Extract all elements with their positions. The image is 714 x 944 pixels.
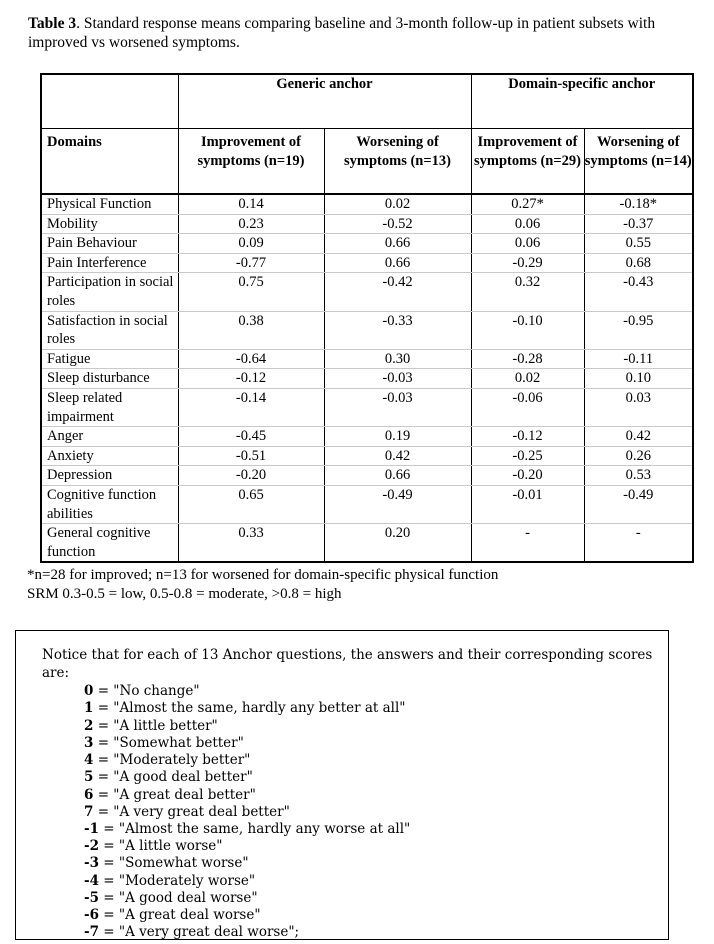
column-header-domain-improvement: Improvement of symptoms (n=29) <box>471 128 584 194</box>
anchor-notice-box <box>15 630 669 940</box>
value-cell: -0.77 <box>178 253 324 273</box>
anchor-score-value: 4 <box>84 752 94 769</box>
value-cell: 0.66 <box>324 234 471 254</box>
value-cell: 0.32 <box>471 273 584 311</box>
anchor-score-item: -1 = "Almost the same, hardly any worse at all" <box>84 820 411 837</box>
value-cell: 0.02 <box>471 369 584 389</box>
value-cell: 0.27* <box>471 194 584 214</box>
value-cell: 0.42 <box>324 446 471 466</box>
notice-intro: Notice that for each of 13 Anchor questions, the answers and their corresponding scores are: <box>42 647 653 682</box>
table-row <box>41 349 693 369</box>
empty-header-cell <box>41 74 178 128</box>
value-cell: - <box>471 524 584 563</box>
value-cell: -0.12 <box>471 427 584 447</box>
table-row <box>41 466 693 486</box>
value-cell: -0.14 <box>178 388 324 426</box>
anchor-score-item: 3 = "Somewhat better" <box>84 734 244 751</box>
value-cell: -0.03 <box>324 388 471 426</box>
value-cell: -0.29 <box>471 253 584 273</box>
anchor-score-value: -6 <box>84 906 99 923</box>
anchor-score-item: 2 = "A little better" <box>84 717 218 734</box>
value-cell: -0.18* <box>584 194 693 214</box>
value-cell: 0.02 <box>324 194 471 214</box>
value-cell: 0.19 <box>324 427 471 447</box>
value-cell: 0.75 <box>178 273 324 311</box>
anchor-score-item: 1 = "Almost the same, hardly any better at all" <box>84 700 406 717</box>
value-cell: -0.49 <box>584 485 693 523</box>
srm-table <box>40 73 694 563</box>
value-cell: 0.53 <box>584 466 693 486</box>
domain-cell: Participation in social roles <box>41 273 178 311</box>
anchor-score-value: 2 <box>84 717 94 734</box>
anchor-score-value: 5 <box>84 769 94 786</box>
anchor-score-value: -3 <box>84 855 99 872</box>
column-header-generic-improvement: Improvement of symptoms (n=19) <box>178 128 324 194</box>
column-header-domains: Domains <box>41 128 178 194</box>
value-cell: -0.11 <box>584 349 693 369</box>
anchor-score-item: 5 = "A good deal better" <box>84 769 253 786</box>
value-cell: 0.38 <box>178 311 324 349</box>
generic-anchor-header: Generic anchor <box>178 74 471 128</box>
value-cell: 0.09 <box>178 234 324 254</box>
domain-specific-anchor-header: Domain-specific anchor <box>471 74 693 128</box>
domain-cell: Depression <box>41 466 178 486</box>
table-row <box>41 446 693 466</box>
value-cell: 0.06 <box>471 214 584 234</box>
domain-cell: Fatigue <box>41 349 178 369</box>
value-cell: 0.66 <box>324 253 471 273</box>
table-footnotes <box>27 566 714 604</box>
value-cell: -0.51 <box>178 446 324 466</box>
value-cell: -0.33 <box>324 311 471 349</box>
value-cell: -0.01 <box>471 485 584 523</box>
anchor-score-value: -2 <box>84 838 99 855</box>
anchor-score-list <box>42 683 656 941</box>
domain-cell: Pain Behaviour <box>41 234 178 254</box>
domain-cell: Cognitive function abilities <box>41 485 178 523</box>
anchor-score-item: 6 = "A great deal better" <box>84 786 256 803</box>
value-cell: -0.03 <box>324 369 471 389</box>
footnote-srm-thresholds: SRM 0.3-0.5 = low, 0.5-0.8 = moderate, >0.8 = high <box>27 586 342 603</box>
value-cell: -0.64 <box>178 349 324 369</box>
footnote-sample-sizes: *n=28 for improved; n=13 for worsened for domain-specific physical function <box>27 567 499 584</box>
value-cell: -0.28 <box>471 349 584 369</box>
anchor-score-item: 0 = "No change" <box>84 683 200 700</box>
anchor-score-value: 3 <box>84 734 94 751</box>
value-cell: -0.52 <box>324 214 471 234</box>
value-cell: -0.12 <box>178 369 324 389</box>
anchor-score-item: -4 = "Moderately worse" <box>84 872 256 889</box>
domain-cell: Physical Function <box>41 194 178 214</box>
anchor-score-value: 1 <box>84 700 94 717</box>
value-cell: -0.43 <box>584 273 693 311</box>
value-cell: 0.10 <box>584 369 693 389</box>
value-cell: 0.55 <box>584 234 693 254</box>
table-caption-label: Table 3 <box>28 15 77 32</box>
anchor-score-item: -6 = "A great deal worse" <box>84 906 261 923</box>
value-cell: -0.49 <box>324 485 471 523</box>
value-cell: 0.03 <box>584 388 693 426</box>
domain-cell: Sleep related impairment <box>41 388 178 426</box>
anchor-score-value: -5 <box>84 889 99 906</box>
value-cell: -0.10 <box>471 311 584 349</box>
value-cell: -0.20 <box>178 466 324 486</box>
value-cell: -0.37 <box>584 214 693 234</box>
table-row <box>41 214 693 234</box>
value-cell: 0.68 <box>584 253 693 273</box>
table-body <box>41 194 693 562</box>
table-row <box>41 524 693 563</box>
domain-cell: Pain Interference <box>41 253 178 273</box>
table-caption <box>28 14 692 52</box>
srm-table-header <box>41 74 693 194</box>
table-row <box>41 194 693 214</box>
anchor-score-item: -2 = "A little worse" <box>84 838 223 855</box>
domain-cell: Satisfaction in social roles <box>41 311 178 349</box>
value-cell: 0.14 <box>178 194 324 214</box>
value-cell: -0.25 <box>471 446 584 466</box>
column-header-domain-worsening: Worsening of symptoms (n=14) <box>584 128 693 194</box>
anchor-score-item: -7 = "A very great deal worse"; <box>84 924 300 941</box>
anchor-score-item: 7 = "A very great deal better" <box>84 803 290 820</box>
value-cell: 0.65 <box>178 485 324 523</box>
value-cell: 0.06 <box>471 234 584 254</box>
value-cell: - <box>584 524 693 563</box>
table-row <box>41 427 693 447</box>
value-cell: -0.20 <box>471 466 584 486</box>
value-cell: 0.30 <box>324 349 471 369</box>
value-cell: 0.26 <box>584 446 693 466</box>
anchor-score-value: 7 <box>84 803 94 820</box>
value-cell: 0.42 <box>584 427 693 447</box>
table-row <box>41 311 693 349</box>
anchor-score-item: 4 = "Moderately better" <box>84 752 251 769</box>
table-caption-text: . Standard response means comparing baseline and 3-month follow-up in patient subsets with improved vs worsened symptoms. <box>28 15 656 51</box>
domain-cell: Anger <box>41 427 178 447</box>
table-row <box>41 369 693 389</box>
table-row <box>41 388 693 426</box>
value-cell: -0.06 <box>471 388 584 426</box>
domain-cell: Mobility <box>41 214 178 234</box>
value-cell: 0.20 <box>324 524 471 563</box>
table-row <box>41 485 693 523</box>
domain-cell: General cognitive function <box>41 524 178 563</box>
value-cell: 0.33 <box>178 524 324 563</box>
anchor-score-value: 0 <box>84 683 94 700</box>
value-cell: -0.95 <box>584 311 693 349</box>
domain-cell: Anxiety <box>41 446 178 466</box>
table-row <box>41 234 693 254</box>
anchor-score-item: -3 = "Somewhat worse" <box>84 855 249 872</box>
anchor-score-value: -4 <box>84 872 99 889</box>
column-header-generic-worsening: Worsening of symptoms (n=13) <box>324 128 471 194</box>
table-row <box>41 273 693 311</box>
anchor-score-value: -1 <box>84 820 99 837</box>
value-cell: 0.23 <box>178 214 324 234</box>
value-cell: -0.42 <box>324 273 471 311</box>
column-header-row <box>41 128 693 194</box>
table-row <box>41 253 693 273</box>
value-cell: 0.66 <box>324 466 471 486</box>
domain-cell: Sleep disturbance <box>41 369 178 389</box>
anchor-score-item: -5 = "A good deal worse" <box>84 889 258 906</box>
anchor-group-row <box>41 74 693 128</box>
anchor-score-value: 6 <box>84 786 94 803</box>
anchor-score-value: -7 <box>84 924 99 941</box>
value-cell: -0.45 <box>178 427 324 447</box>
